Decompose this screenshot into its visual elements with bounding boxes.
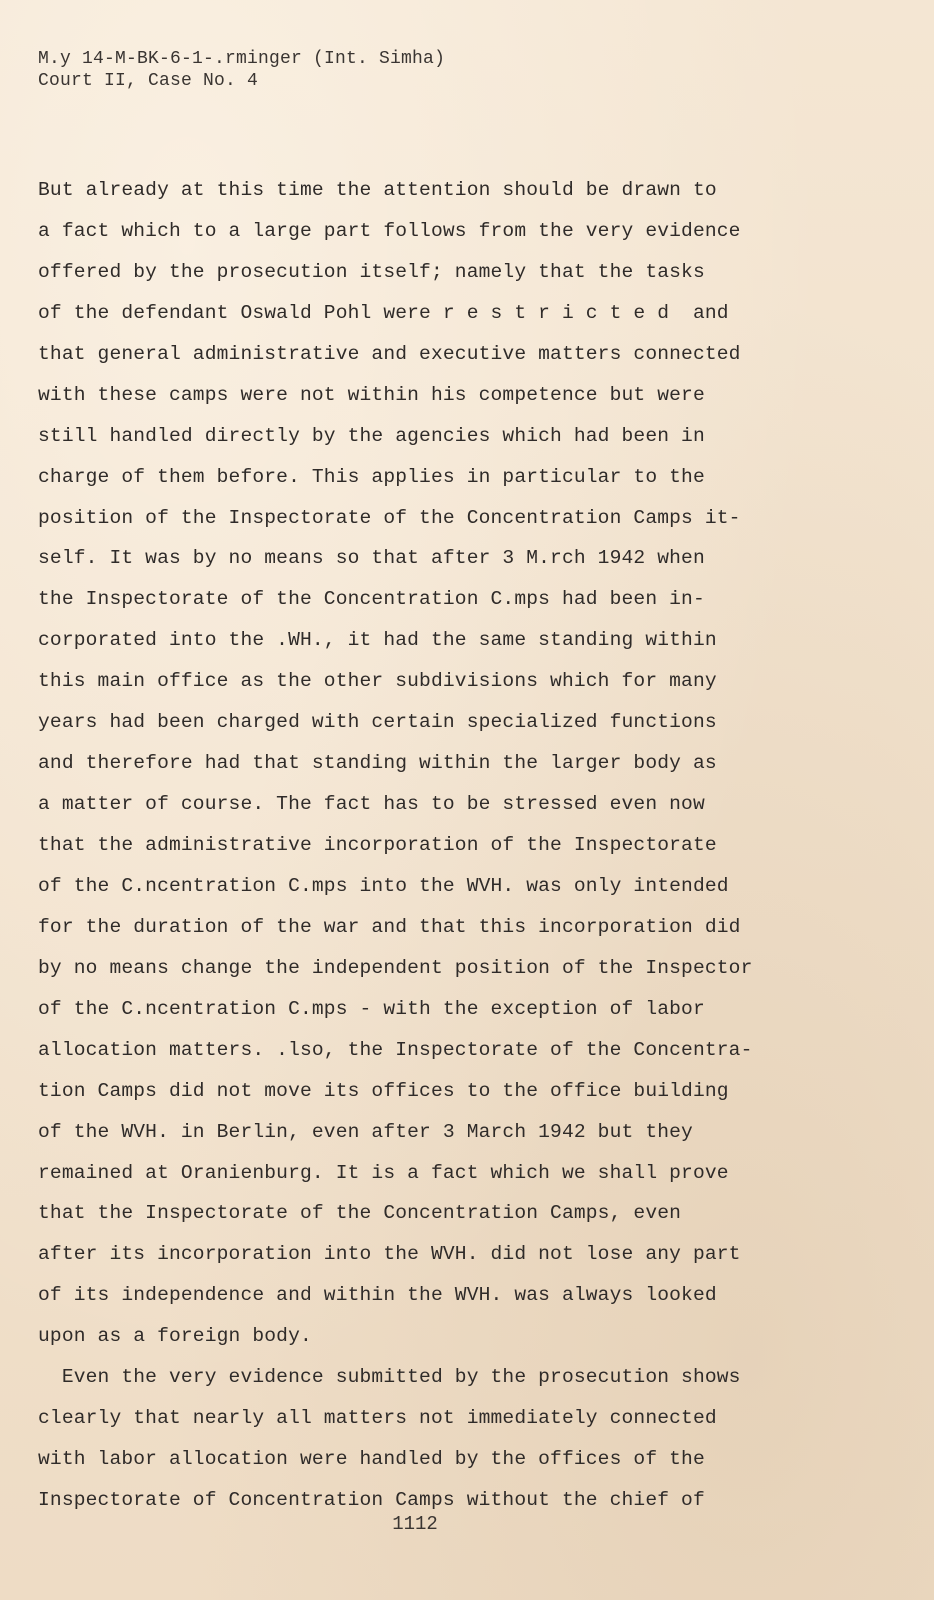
body-text-line: Even the very evidence submitted by the prosecution shows	[38, 1366, 741, 1389]
body-text-line: that the administrative incorporation of the Inspectorate	[38, 834, 717, 856]
body-text-line: of the C.ncentration C.mps into the WVH. was only intended	[38, 874, 729, 897]
body-text-line: still handled directly by the agencies which had been in	[38, 424, 705, 447]
body-text-line: for the duration of the war and that this incorporation did	[38, 915, 741, 938]
body-text-line: position of the Inspectorate of the Concentration Camps it-	[38, 506, 741, 529]
body-text-line: of the defendant Oswald Pohl were r e s t r i c t e d and	[38, 301, 729, 324]
body-text-line: tion Camps did not move its offices to the office building	[38, 1079, 729, 1102]
body-text-line: a matter of course. The fact has to be stressed even now	[38, 793, 705, 816]
page-number: 1112	[392, 1513, 438, 1535]
header-reference-line: M.y 14-M-BK-6-1-.rminger (Int. Simha)	[38, 49, 446, 69]
body-text-line: after its incorporation into the WVH. did not lose any part	[38, 1243, 741, 1266]
body-text-line: Inspectorate of Concentration Camps without the chief of	[38, 1489, 705, 1511]
document-body-text	[38, 170, 808, 1521]
body-text-line: that the Inspectorate of the Concentration Camps, even	[38, 1202, 682, 1225]
body-text-line: this main office as the other subdivisions which for many	[38, 670, 717, 693]
body-text-line: charge of them before. This applies in particular to the	[38, 465, 705, 488]
body-text-line: upon as a foreign body.	[38, 1325, 312, 1348]
body-text-line: of the C.ncentration C.mps - with the exception of labor	[38, 997, 705, 1020]
body-text-line: years had been charged with certain specialized functions	[38, 711, 717, 734]
body-text-line: of the WVH. in Berlin, even after 3 March 1942 but they	[38, 1120, 693, 1143]
body-text-line: that general administrative and executive matters connected	[38, 342, 741, 365]
body-text-line: with labor allocation were handled by the offices of the	[38, 1448, 705, 1471]
body-text-line: But already at this time the attention should be drawn to	[38, 179, 717, 201]
body-text-line: corporated into the .WH., it had the same standing within	[38, 629, 717, 652]
body-text-line: self. It was by no means so that after 3 M.rch 1942 when	[38, 547, 705, 570]
body-text-line: the Inspectorate of the Concentration C.mps had been in-	[38, 588, 705, 611]
body-text-line: and therefore had that standing within the larger body as	[38, 752, 717, 775]
body-text-line: a fact which to a large part follows from the very evidence	[38, 219, 741, 242]
body-text-line: offered by the prosecution itself; namely that the tasks	[38, 260, 705, 283]
body-text-line: clearly that nearly all matters not immediately connected	[38, 1407, 717, 1430]
body-text-line: of its independence and within the WVH. was always looked	[38, 1284, 717, 1307]
header-court-case-line: Court II, Case No. 4	[38, 71, 259, 91]
document-header	[38, 48, 445, 92]
body-text-line: allocation matters. .lso, the Inspectorate of the Concentra-	[38, 1038, 753, 1061]
body-text-line: remained at Oranienburg. It is a fact which we shall prove	[38, 1161, 729, 1184]
body-text-line: by no means change the independent position of the Inspector	[38, 956, 753, 979]
body-text-line: with these camps were not within his competence but were	[38, 383, 705, 406]
